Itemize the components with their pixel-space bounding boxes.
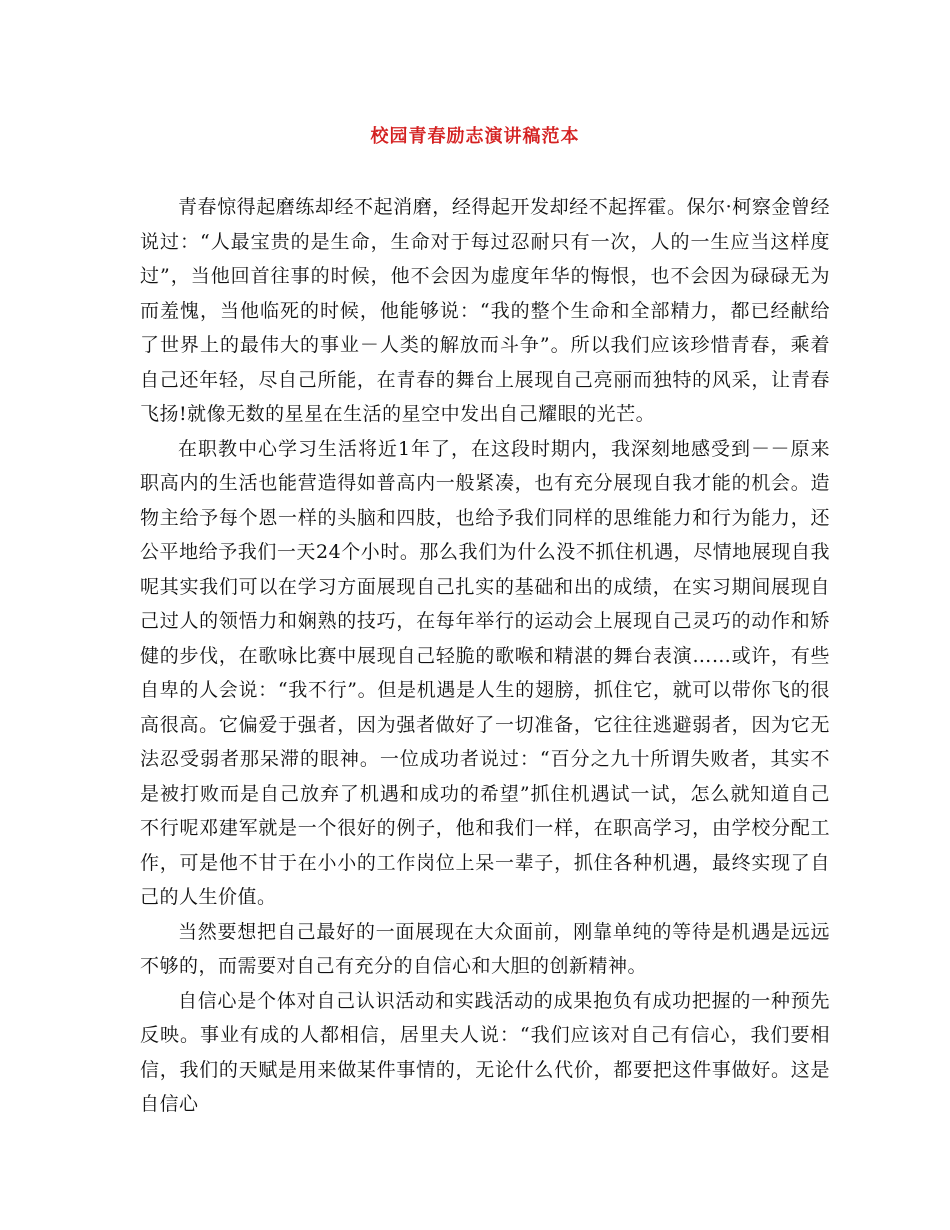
paragraph-2: 在职教中心学习生活将近1年了，在这段时期内，我深刻地感受到－－原来职高内的生活也能营造得如普高内一般紧凑，也有充分展现自我才能的机会。造物主给予每个恩一样的头脑和四肢，也给予我们同样的思维能力和行为能力，还公平地给予我们一天24个小时。那么我们为什么没不抓住机遇，尽情地展现自我呢其实我们可以在学习方面展现自己扎实的基础和出的成绩，在实习期间展现自己过人的领悟力和娴熟的技巧，在每年举行的运动会上展现自己灵巧的动作和矫健的步伐，在歌咏比赛中展现自己轻脆的歌喉和精湛的舞台表演……或许，有些自卑的人会说：“我不行”。但是机遇是人生的翅膀，抓住它，就可以带你飞的很高很高。它偏爱于强者，因为强者做好了一切准备，它往往逃避弱者，因为它无法忍受弱者那呆滞的眼神。一位成功者说过：“百分之九十所谓失败者，其实不是被打败而是自己放弃了机遇和成功的希望”抓住机遇试一试，怎么就知道自己不行呢邓建军就是一个很好的例子，他和我们一样，在职高学习，由学校分配工作，可是他不甘于在小小的工作岗位上呆一辈子，抓住各种机遇，最终实现了自己的人生价值。	[140, 437, 830, 908]
document-title: 校园青春励志演讲稿范本	[370, 126, 580, 147]
paragraph-3: 当然要想把自己最好的一面展现在大众面前，刚靠单纯的等待是机遇是远远不够的，而需要对自己有充分的自信心和大胆的创新精神。	[140, 920, 830, 977]
document-body	[140, 190, 830, 1122]
paragraph-1: 青春惊得起磨练却经不起消磨，经得起开发却经不起挥霍。保尔·柯察金曾经说过：“人最宝贵的是生命，生命对于每过忍耐只有一次，人的一生应当这样度过”，当他回首往事的时候，他不会因为虚度年华的悔恨，也不会因为碌碌无为而羞愧，当他临死的时候，他能够说：“我的整个生命和全部精力，都已经献给了世界上的最伟大的事业－人类的解放而斗争”。所以我们应该珍惜青春，乘着自己还年轻，尽自己所能，在青春的舞台上展现自己亮丽而独特的风采，让青春飞扬!就像无数的星星在生活的星空中发出自己耀眼的光芒。	[140, 196, 830, 425]
paragraph-4: 自信心是个体对自己认识活动和实践活动的成果抱负有成功把握的一种预先反映。事业有成的人都相信，居里夫人说：“我们应该对自己有信心，我们要相信，我们的天赋是用来做某件事情的，无论什么代价，都要把这件事做好。这是自信心	[140, 989, 830, 1115]
